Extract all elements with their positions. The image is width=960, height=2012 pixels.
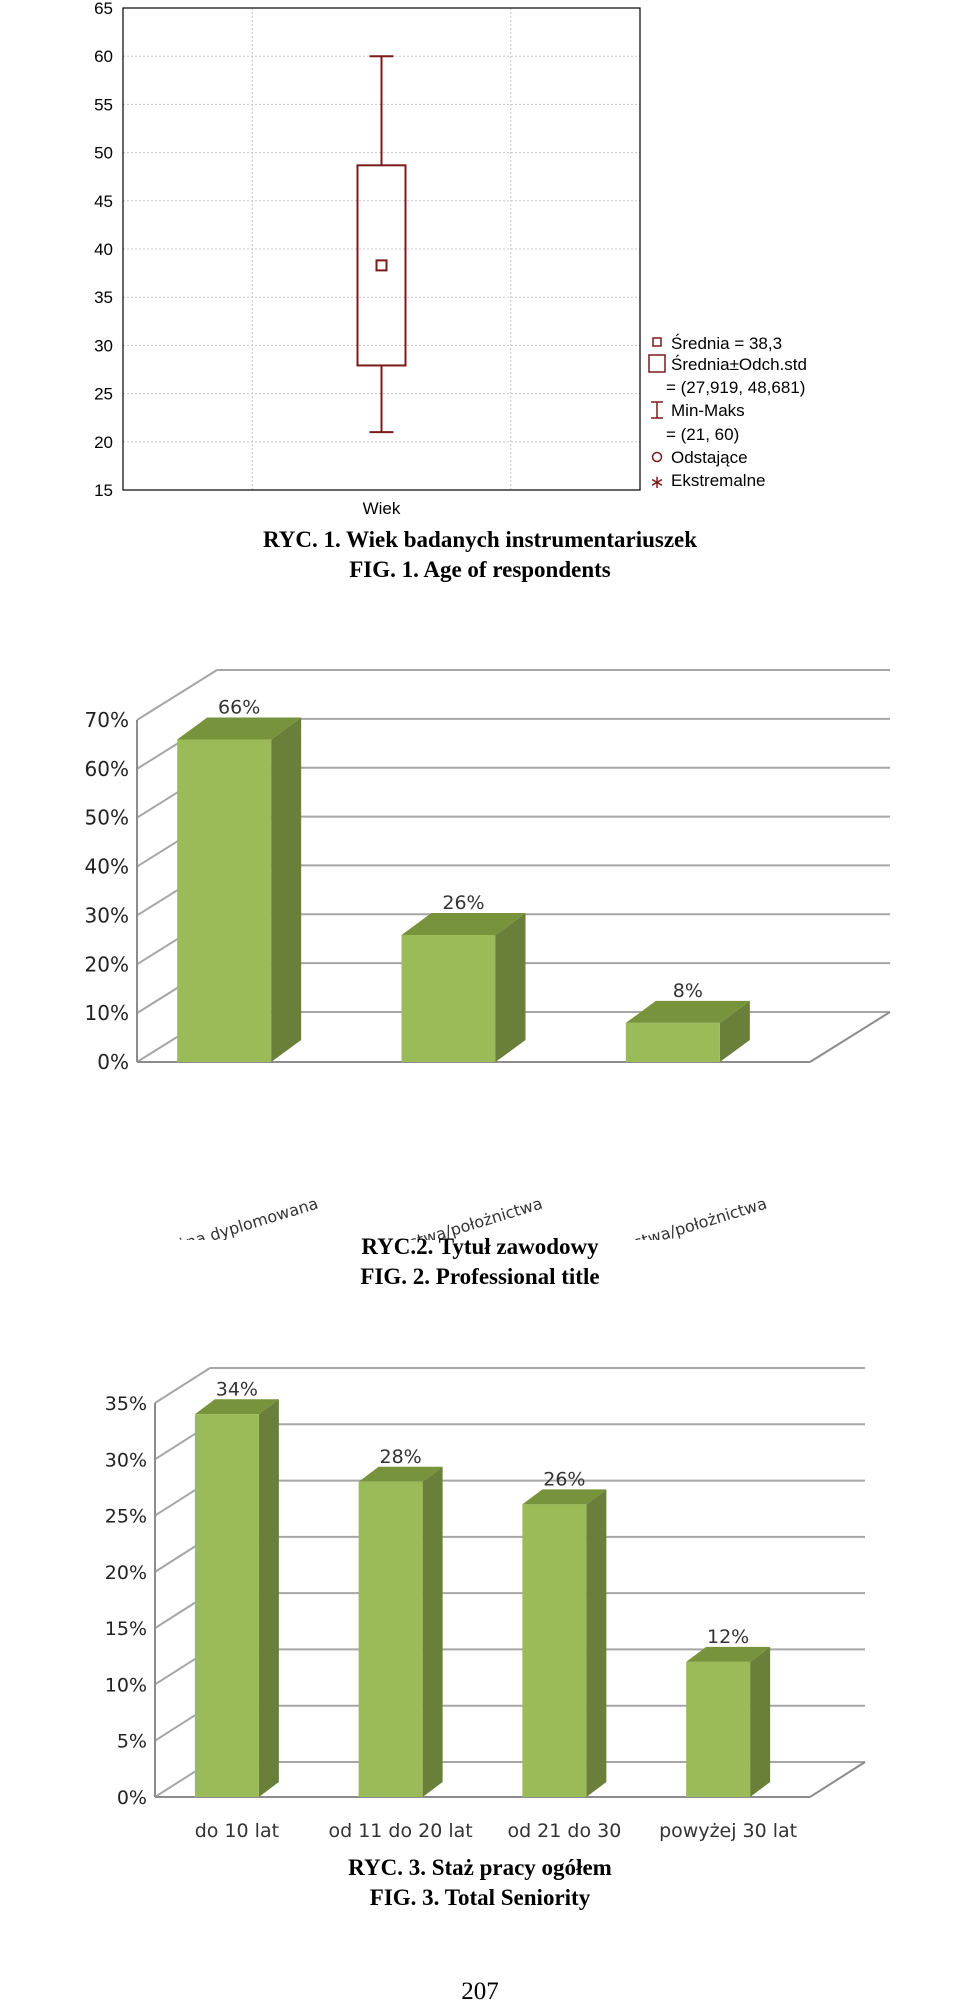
- y-tick-label: 60%: [84, 756, 129, 781]
- bar-chart-professional-title: [0, 620, 960, 1240]
- bar-side: [496, 913, 526, 1062]
- x-tick-label: powyżej 30 lat: [659, 1820, 798, 1842]
- bar-side: [586, 1489, 606, 1797]
- figure-3-caption: [0, 1853, 960, 1913]
- bar: [522, 1504, 586, 1797]
- y-tick-label: 30: [94, 336, 113, 356]
- legend-label: = (21, 60): [666, 425, 740, 444]
- y-tick-label: 10%: [84, 1001, 129, 1026]
- box-icon: [649, 355, 665, 372]
- data-label: 28%: [379, 1445, 422, 1468]
- whisker-icon: [651, 402, 663, 418]
- y-tick-label: 40: [94, 240, 113, 259]
- figure-3-caption-pl: RYC. 3. Staż pracy ogółem: [348, 1855, 612, 1880]
- figure-2-caption: [0, 1232, 960, 1292]
- grid-line: [137, 670, 217, 720]
- y-tick-label: 0%: [97, 1050, 129, 1074]
- floor-edge: [810, 1762, 865, 1797]
- data-label: 66%: [218, 696, 261, 719]
- y-tick-label: 15%: [104, 1618, 147, 1641]
- figure-1-caption-pl: RYC. 1. Wiek badanych instrumentariuszek: [262, 527, 698, 552]
- data-label: 8%: [672, 979, 703, 1002]
- x-tick-label: od 21 do 30: [507, 1820, 622, 1842]
- figure-2-caption-en: FIG. 2. Professional title: [360, 1264, 600, 1289]
- bar-side: [423, 1467, 443, 1797]
- y-tick-label: 15: [94, 481, 113, 500]
- boxplot-chart: [0, 0, 960, 520]
- bar: [686, 1662, 750, 1797]
- data-label: 12%: [707, 1625, 750, 1648]
- y-tick-label: 60: [94, 47, 113, 67]
- y-tick-label: 45: [94, 191, 113, 211]
- y-tick-label: 20: [94, 432, 113, 452]
- bar: [626, 1023, 720, 1062]
- asterisk-icon: ∗: [649, 472, 665, 492]
- y-tick-label: 20%: [104, 1561, 147, 1584]
- data-label: 34%: [215, 1378, 258, 1401]
- y-tick-label: 50%: [84, 805, 129, 830]
- y-tick-label: 20%: [84, 952, 129, 977]
- y-tick-label: 35%: [104, 1393, 147, 1415]
- legend-label: Średnia±Odch.std: [671, 355, 807, 374]
- legend-label: Średnia = 38,3: [671, 334, 783, 353]
- y-tick-label: 0%: [116, 1787, 147, 1809]
- circle-icon: [653, 453, 662, 462]
- floor-edge: [810, 1012, 890, 1062]
- bar: [359, 1482, 423, 1797]
- y-tick-label: 25: [94, 384, 113, 404]
- page-number: 207: [461, 1978, 499, 2005]
- grid-line: [155, 1368, 210, 1403]
- y-tick-label: 50: [94, 143, 113, 163]
- y-tick-label: 65: [94, 0, 113, 18]
- bar-side: [259, 1399, 279, 1797]
- small-square-icon: [653, 338, 661, 346]
- figure-1: [0, 0, 960, 520]
- data-label: 26%: [543, 1468, 586, 1491]
- figure-2-caption-pl: RYC.2. Tytuł zawodowy: [361, 1234, 599, 1259]
- legend-label: = (27,919, 48,681): [666, 378, 806, 397]
- sd-box: [358, 165, 406, 365]
- legend-label: Min-Maks: [671, 401, 745, 420]
- figure-2: [0, 620, 960, 1240]
- y-tick-label: 30%: [84, 903, 129, 928]
- y-tick-label: 5%: [116, 1730, 147, 1753]
- y-tick-label: 10%: [104, 1674, 147, 1697]
- bar: [402, 935, 496, 1062]
- figure-3-caption-en: FIG. 3. Total Seniority: [369, 1885, 591, 1910]
- legend-label: Odstające: [671, 448, 748, 467]
- bar-side: [271, 718, 301, 1062]
- x-tick-label: od 11 do 20 lat: [328, 1820, 473, 1842]
- y-tick-label: 55: [94, 95, 113, 115]
- bar-chart-seniority: [0, 1325, 960, 1855]
- figure-1-caption: [0, 525, 960, 585]
- legend-label: Ekstremalne: [671, 471, 766, 490]
- figure-1-caption-en: FIG. 1. Age of respondents: [349, 557, 611, 582]
- x-tick-label: do 10 lat: [194, 1820, 280, 1842]
- bar-side: [750, 1647, 770, 1797]
- y-tick-label: 70%: [84, 708, 129, 732]
- bar: [177, 740, 271, 1062]
- x-tick-label: Wiek: [362, 499, 401, 518]
- figure-3: [0, 1325, 960, 1855]
- y-tick-label: 25%: [104, 1505, 147, 1528]
- data-label: 26%: [442, 891, 485, 914]
- y-tick-label: 30%: [104, 1449, 147, 1472]
- y-tick-label: 40%: [84, 854, 129, 879]
- mean-marker: [377, 260, 387, 270]
- y-tick-label: 35: [94, 288, 113, 308]
- bar: [195, 1414, 259, 1797]
